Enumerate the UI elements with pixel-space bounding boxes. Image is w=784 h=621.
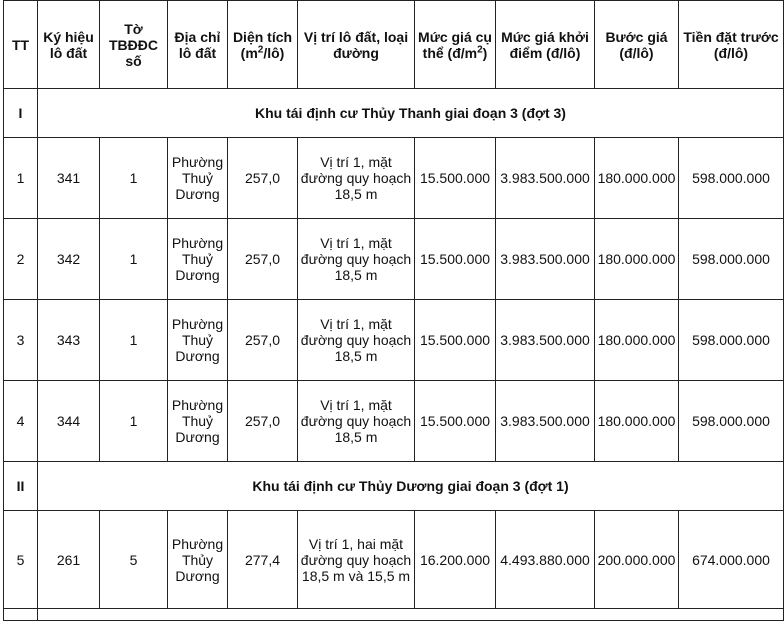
cell-khoi-diem: 3.983.500.000	[496, 381, 595, 462]
cell-dia-chi: Phường Thủy Dương	[168, 511, 228, 609]
header-dien-tich-prefix: Diện tích (m	[232, 28, 293, 61]
cell-ky-hieu: 343	[38, 300, 100, 381]
header-muc-gia-suffix: )	[482, 44, 488, 61]
cell-khoi-diem: 3.983.500.000	[496, 219, 595, 300]
header-dien-tich-sup: 2	[257, 43, 264, 55]
cell-dia-chi: Phường Thuỷ Dương	[168, 219, 228, 300]
cell-dat-truoc: 598.000.000	[679, 381, 784, 462]
cell-tt: 1	[4, 138, 38, 219]
header-khoi-diem: Mức giá khởi điểm (đ/lô)	[496, 1, 595, 89]
group-title: Khu tái định cư Thủy Thanh giai đoạn 3 (đợt 3)	[38, 89, 784, 138]
header-to-line1: Tờ	[124, 20, 143, 37]
table-row	[4, 381, 784, 462]
cell-to: 1	[100, 381, 168, 462]
cell-khoi-diem: 4.493.880.000	[496, 511, 595, 609]
cell-to: 1	[100, 219, 168, 300]
header-ky-hieu: Ký hiệu lô đất	[38, 1, 100, 89]
cell-khoi-diem: 3.983.500.000	[496, 138, 595, 219]
cell-ky-hieu: 261	[38, 511, 100, 609]
header-to-line3: số	[125, 52, 142, 69]
header-vi-tri: Vị trí lô đất, loại đường	[298, 1, 415, 89]
cell-dia-chi: Phường Thuỷ Dương	[168, 381, 228, 462]
cell-vi-tri: Vị trí 1, mặt đường quy hoạch 18,5 m	[298, 381, 415, 462]
cell-buoc-gia: 180.000.000	[595, 219, 679, 300]
header-to-tbddc	[100, 1, 168, 89]
cell-ky-hieu: 341	[38, 138, 100, 219]
table-row	[4, 300, 784, 381]
cell-to: 5	[100, 511, 168, 609]
header-tt: TT	[4, 1, 38, 89]
land-auction-table	[3, 0, 784, 621]
header-to-line2: TBĐĐC	[109, 36, 158, 53]
group-title: Khu tái định cư Thủy Dương giai đoạn 3 (đợt 1)	[38, 462, 784, 511]
cell-dia-chi: Phường Thuỷ Dương	[168, 300, 228, 381]
table-row	[4, 219, 784, 300]
cell-buoc-gia: 180.000.000	[595, 138, 679, 219]
cell-dien-tich: 257,0	[228, 138, 298, 219]
table-row	[4, 138, 784, 219]
cell-vi-tri: Vị trí 1, mặt đường quy hoạch 18,5 m	[298, 138, 415, 219]
cell-vi-tri: Vị trí 1, mặt đường quy hoạch 18,5 m	[298, 219, 415, 300]
cell-empty	[38, 609, 784, 621]
header-dia-chi: Địa chỉ lô đất	[168, 1, 228, 89]
header-muc-gia-sup: 2	[477, 43, 483, 55]
cell-buoc-gia: 200.000.000	[595, 511, 679, 609]
cell-tt: 5	[4, 511, 38, 609]
cell-dat-truoc: 674.000.000	[679, 511, 784, 609]
cell-tt: 2	[4, 219, 38, 300]
cell-vi-tri: Vị trí 1, hai mặt đường quy hoạch 18,5 m và 15,5 m	[298, 511, 415, 609]
cell-empty	[4, 609, 38, 621]
header-muc-gia	[415, 1, 496, 89]
cell-buoc-gia: 180.000.000	[595, 300, 679, 381]
cell-khoi-diem: 3.983.500.000	[496, 300, 595, 381]
cell-muc-gia: 15.500.000	[415, 300, 496, 381]
group-roman: II	[4, 462, 38, 511]
header-dien-tich	[228, 1, 298, 89]
header-dat-truoc: Tiền đặt trước (đ/lô)	[679, 1, 784, 89]
cell-buoc-gia: 180.000.000	[595, 381, 679, 462]
header-buoc-gia: Bước giá (đ/lô)	[595, 1, 679, 89]
cell-muc-gia: 16.200.000	[415, 511, 496, 609]
header-dien-tich-suffix: /lô)	[263, 44, 285, 61]
cell-dia-chi: Phường Thuỷ Dương	[168, 138, 228, 219]
cell-dien-tich: 277,4	[228, 511, 298, 609]
cell-muc-gia: 15.500.000	[415, 381, 496, 462]
header-row	[4, 1, 784, 89]
header-muc-gia-prefix: Mức giá cụ thể (đ/m	[418, 28, 492, 61]
cell-dat-truoc: 598.000.000	[679, 219, 784, 300]
cell-to: 1	[100, 138, 168, 219]
cell-dien-tich: 257,0	[228, 381, 298, 462]
cell-dien-tich: 257,0	[228, 219, 298, 300]
truncated-row	[4, 609, 784, 621]
cell-tt: 4	[4, 381, 38, 462]
cell-dien-tich: 257,0	[228, 300, 298, 381]
cell-vi-tri: Vị trí 1, mặt đường quy hoạch 18,5 m	[298, 300, 415, 381]
cell-ky-hieu: 342	[38, 219, 100, 300]
cell-dat-truoc: 598.000.000	[679, 300, 784, 381]
cell-tt: 3	[4, 300, 38, 381]
group-row	[4, 462, 784, 511]
cell-ky-hieu: 344	[38, 381, 100, 462]
table-row	[4, 511, 784, 609]
cell-dat-truoc: 598.000.000	[679, 138, 784, 219]
cell-muc-gia: 15.500.000	[415, 138, 496, 219]
cell-muc-gia: 15.500.000	[415, 219, 496, 300]
group-roman: I	[4, 89, 38, 138]
cell-to: 1	[100, 300, 168, 381]
group-row	[4, 89, 784, 138]
